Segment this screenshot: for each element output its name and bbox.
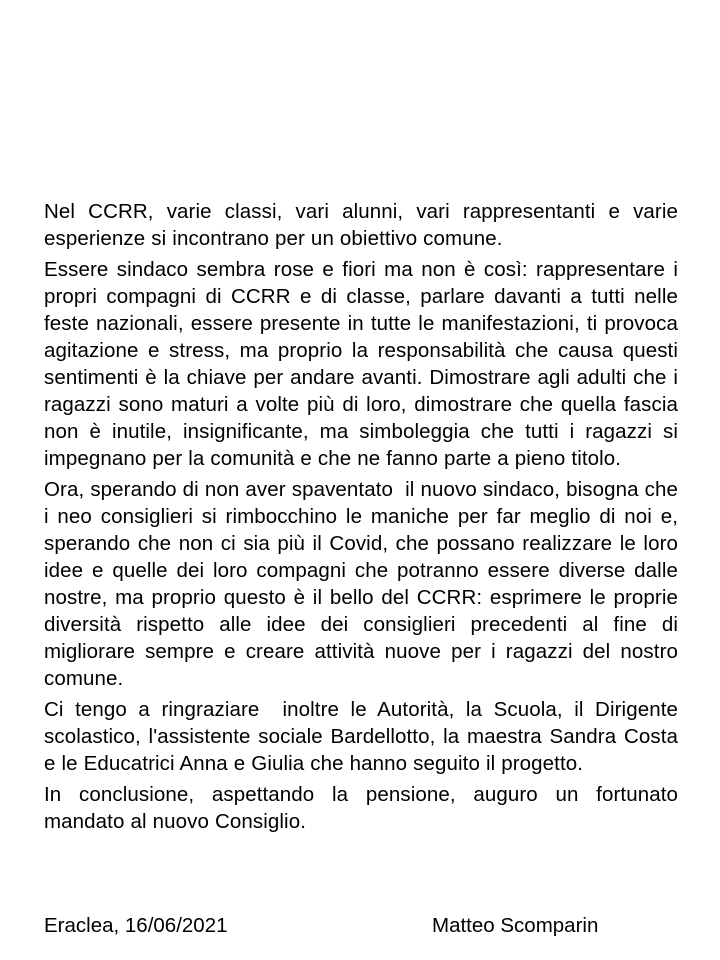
paragraph-acknowledgements: Ci tengo a ringraziare inoltre le Autorità, la Scuola, il Dirigente scolastico, l'assistente sociale Bardellotto, la maestra Sandra Costa e le Educatrici Anna e Giulia che hanno seguito il progetto. [44,698,684,775]
paragraph-advice-new-council: Ora, sperando di non aver spaventato il nuovo sindaco, bisogna che i neo consiglieri si rimbocchino le maniche per far meglio di noi e, sperando che non ci sia più il Covid, che possano realizzare le loro idee e quelle dei loro compagni che potranno essere diverse dalle nostre, ma proprio questo è il bello del CCRR: esprimere le proprie diversità rispetto alle idee dei consiglieri precedenti al fine di migliorare sempre e creare attività nuove per i ragazzi del nostro comune. [44,478,690,690]
signature-block [44,912,678,939]
document-body [44,198,690,835]
paragraph-mayor-experience: Essere sindaco sembra rose e fiori ma non è così: rappresentare i propri compagni di CCRR e di classe, parlare davanti a tutti nelle feste nazionali, essere presente in tutte le manifestazioni, ti provoca agitazione e stress, ma proprio la responsabilità che causa questi sentimenti è la chiave per andare avanti. Dimostrare agli adulti che i ragazzi sono maturi a volte più di loro, dimostrare che quella fascia non è inutile, insignificante, ma simboleggia che tutti i ragazzi si impegnano per la comunità e che ne fanno parte a pieno titolo. [44,258,684,470]
paragraph-conclusion: In conclusione, aspettando la pensione, auguro un fortunato mandato al nuovo Consiglio. [44,783,684,833]
signature-name: Matteo Scomparin [432,914,599,937]
signature-place-and-date: Eraclea, 16/06/2021 [44,914,228,937]
paragraph-intro: Nel CCRR, varie classi, vari alunni, vari rappresentanti e varie esperienze si incontrano per un obiettivo comune. [44,200,684,250]
